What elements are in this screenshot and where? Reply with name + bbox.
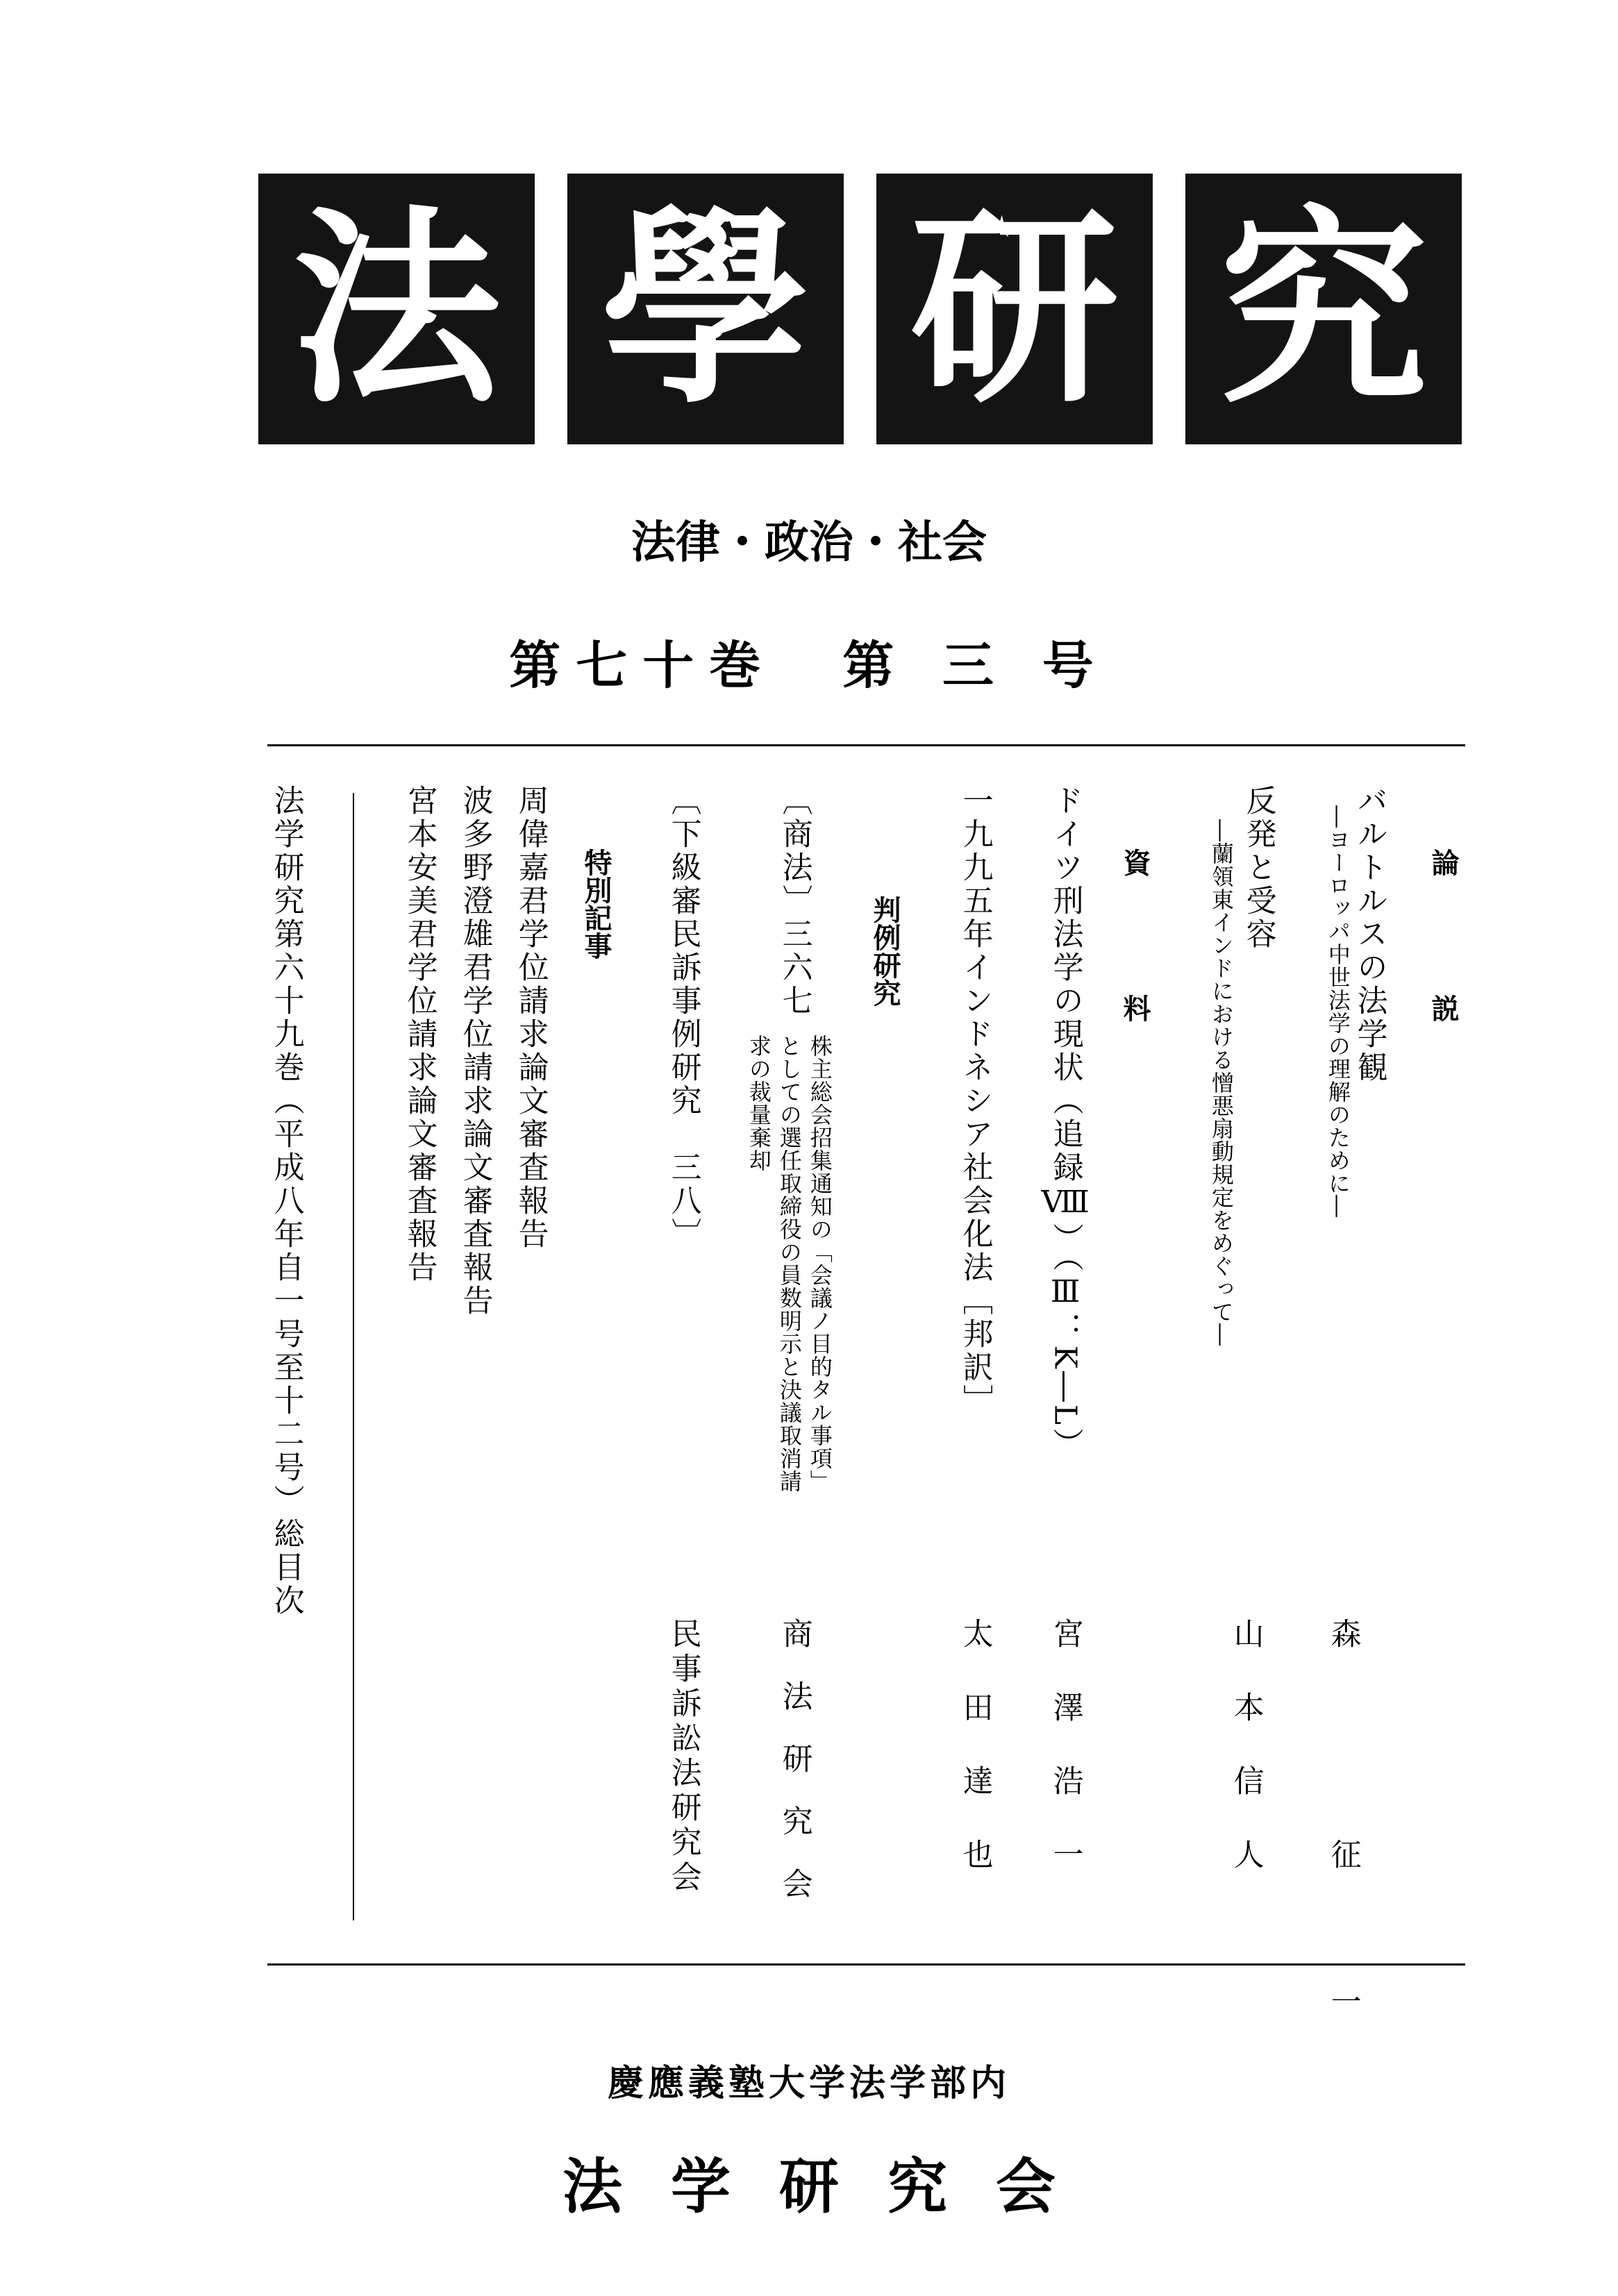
toc-title-indonesia: 一九九五年インドネシア社会化法［邦訳］ [957,785,993,1418]
section-heading-hanrei: 判例研究 [869,896,901,1007]
toc-author-yamamoto: 山本信人 [1228,1618,1264,1912]
title-char-ho: 法 [258,174,535,444]
toc-author-mori: 森 征 一 [1325,1618,1361,2059]
toc-tokubetsu-item-1: 周偉嘉君学位請求論文審査報告 [512,785,549,1251]
toc-tokubetsu-item-3: 宮本安美君学位請求論文審査報告 [401,785,437,1284]
toc-title-kakyushin: 〔下級審民訴事例研究 三八〕 [665,785,701,1251]
title-char-gaku: 學 [567,174,844,444]
toc-title-shoho-367: 〔商法〕三六七 [776,785,812,1018]
toc-subtitle-bartolus: ―ヨーロッパ中世法学の理解のために― [1324,805,1351,1218]
toc-author-shoho-kenkyukai: 商法研究会 [776,1618,812,1930]
volume-issue: 第七十巻 第 三 号 [509,636,1109,696]
section-heading-shiryo: 資 料 [1119,848,1151,1043]
title-char-kyu: 究 [1185,174,1462,444]
journal-subtitle: 法律・政治・社会 [631,517,987,569]
section-heading-tokubetsu: 特別記事 [580,848,612,960]
toc-detail-line-1: 株主総会招集通知の「会議ノ目的タル事項」 [806,1034,833,1493]
toc-detail-line-3: 求の裁量棄却 [745,1034,772,1172]
toc-author-miyazawa: 宮澤浩一 [1047,1618,1083,1912]
toc-subtitle-hanpatsu: ―蘭領東インドにおける憎悪扇動規定をめぐって― [1208,819,1235,1346]
toc-detail-line-2: としての選任取締役の員数明示と決議取消請 [776,1034,803,1493]
toc-author-minso-kenkyukai: 民事訴訟法研究会 [665,1618,701,1895]
toc-divider [353,793,354,1920]
section-heading-ronsetsu: 論 説 [1427,848,1459,1043]
title-char-ken: 研 [876,174,1153,444]
toc-index-note: 法学研究第六十九巻（平成八年自一号至十二号）総目次 [268,785,304,1618]
publisher-address: 慶應義塾大学法学部内 [607,2063,1010,2104]
toc-author-ota: 太田達也 [957,1618,993,1912]
toc-title-german-criminal-law: ドイツ刑法学の現状（追録Ⅷ）（Ⅲ：K―L） [1047,785,1083,1461]
toc-title-hanpatsu: 反発と受容 [1240,785,1276,951]
toc-top-rule [267,744,1465,746]
toc-bottom-rule [267,1963,1465,1966]
toc-tokubetsu-item-2: 波多野澄雄君学位請求論文審査報告 [457,785,493,1318]
publisher-name: 法学研究会 [562,2152,1104,2222]
toc-title-bartolus: バルトルスの法学観 [1351,785,1387,1084]
